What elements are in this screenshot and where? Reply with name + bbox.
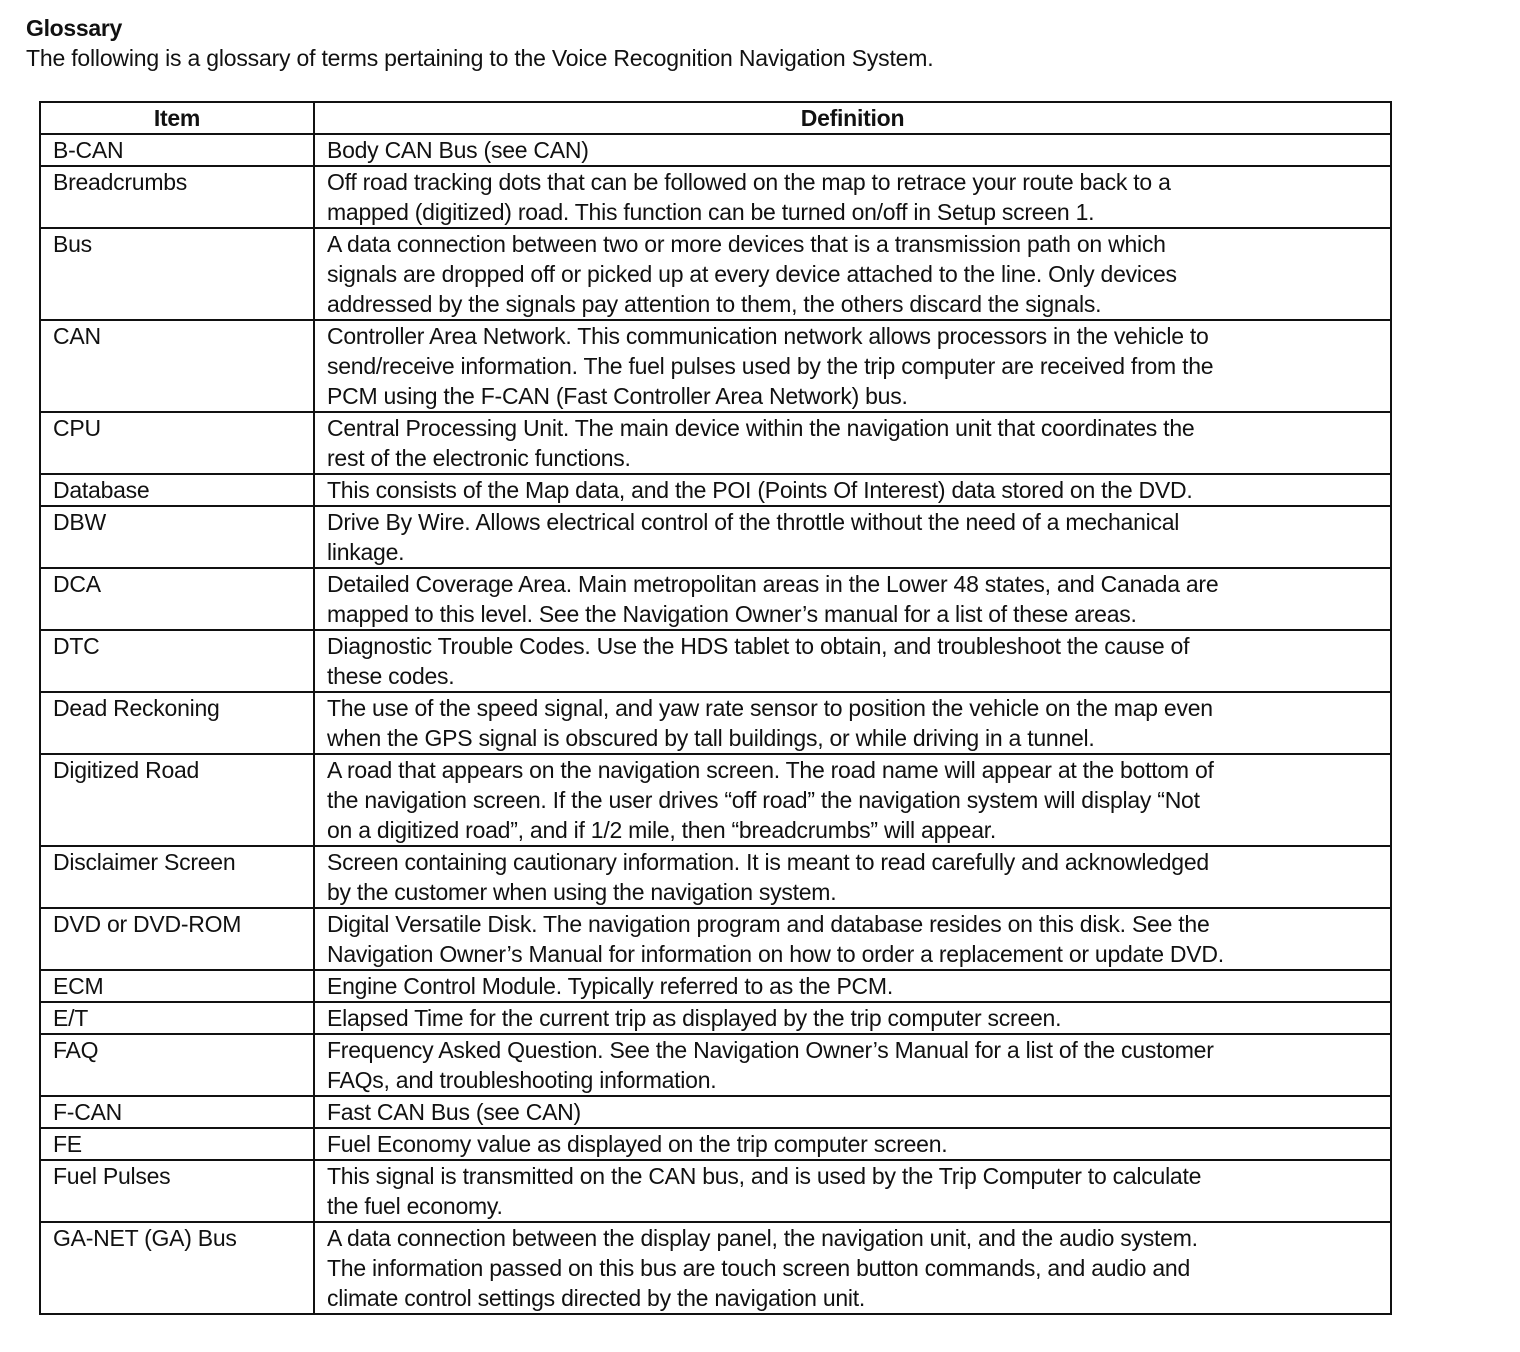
- definition-line: This signal is transmitted on the CAN bus, and is used by the Trip Computer to calculate: [327, 1163, 1202, 1189]
- glossary-definition: [314, 1222, 1391, 1314]
- glossary-term: F-CAN: [40, 1096, 314, 1128]
- glossary-definition: [314, 506, 1391, 568]
- glossary-definition: [314, 1096, 1391, 1128]
- definition-line: Drive By Wire. Allows electrical control of the throttle without the need of a mechanical: [327, 509, 1180, 535]
- definition-line: the navigation screen. If the user drives “off road” the navigation system will display “Not: [327, 787, 1200, 813]
- definition-line: send/receive information. The fuel pulses used by the trip computer are received from the: [327, 353, 1214, 379]
- glossary-term: DVD or DVD-ROM: [40, 908, 314, 970]
- glossary-definition: [314, 1128, 1391, 1160]
- definition-line: Body CAN Bus (see CAN): [327, 137, 589, 163]
- definition-line: Detailed Coverage Area. Main metropolitan areas in the Lower 48 states, and Canada are: [327, 571, 1219, 597]
- table-row: [40, 754, 1391, 846]
- glossary-definition: [314, 908, 1391, 970]
- table-row: [40, 412, 1391, 474]
- header-row: [40, 102, 1391, 134]
- table-row: [40, 1096, 1391, 1128]
- glossary-term: FAQ: [40, 1034, 314, 1096]
- definition-line: by the customer when using the navigation system.: [327, 879, 837, 905]
- column-header-definition: Definition: [314, 102, 1391, 134]
- definition-line: Fast CAN Bus (see CAN): [327, 1099, 581, 1125]
- glossary-definition: [314, 412, 1391, 474]
- definition-line: The information passed on this bus are touch screen button commands, and audio and: [327, 1255, 1190, 1281]
- glossary-term: DTC: [40, 630, 314, 692]
- table-row: [40, 320, 1391, 412]
- page-title: Glossary: [26, 15, 123, 41]
- table-row: [40, 1128, 1391, 1160]
- definition-line: The use of the speed signal, and yaw rate sensor to position the vehicle on the map even: [327, 695, 1213, 721]
- glossary-term: GA-NET (GA) Bus: [40, 1222, 314, 1314]
- glossary-term: CPU: [40, 412, 314, 474]
- definition-line: when the GPS signal is obscured by tall buildings, or while driving in a tunnel.: [327, 725, 1095, 751]
- glossary-definition: [314, 1034, 1391, 1096]
- glossary-table: [39, 101, 1392, 1315]
- glossary-term: ECM: [40, 970, 314, 1002]
- table-row: [40, 1160, 1391, 1222]
- glossary-term: Digitized Road: [40, 754, 314, 846]
- glossary-definition: [314, 630, 1391, 692]
- table-row: [40, 692, 1391, 754]
- definition-line: This consists of the Map data, and the POI (Points Of Interest) data stored on the DVD.: [327, 477, 1193, 503]
- glossary-term: Fuel Pulses: [40, 1160, 314, 1222]
- definition-line: linkage.: [327, 539, 405, 565]
- table-row: [40, 908, 1391, 970]
- table-row: [40, 568, 1391, 630]
- glossary-definition: [314, 692, 1391, 754]
- definition-line: Frequency Asked Question. See the Navigation Owner’s Manual for a list of the customer: [327, 1037, 1214, 1063]
- glossary-definition: [314, 568, 1391, 630]
- glossary-definition: [314, 846, 1391, 908]
- glossary-definition: [314, 1160, 1391, 1222]
- table-row: [40, 1222, 1391, 1314]
- glossary-table-body: [40, 134, 1391, 1314]
- table-row: [40, 474, 1391, 506]
- table-row: [40, 1034, 1391, 1096]
- definition-line: climate control settings directed by the navigation unit.: [327, 1285, 866, 1311]
- definition-line: Fuel Economy value as displayed on the trip computer screen.: [327, 1131, 948, 1157]
- table-row: [40, 846, 1391, 908]
- glossary-term: Disclaimer Screen: [40, 846, 314, 908]
- definition-line: Controller Area Network. This communication network allows processors in the vehicle to: [327, 323, 1209, 349]
- glossary-term: Bus: [40, 228, 314, 320]
- table-row: [40, 506, 1391, 568]
- definition-line: PCM using the F-CAN (Fast Controller Area Network) bus.: [327, 383, 908, 409]
- definition-line: Elapsed Time for the current trip as displayed by the trip computer screen.: [327, 1005, 1062, 1031]
- glossary-definition: [314, 228, 1391, 320]
- definition-line: signals are dropped off or picked up at every device attached to the line. Only devices: [327, 261, 1177, 287]
- definition-line: mapped (digitized) road. This function can be turned on/off in Setup screen 1.: [327, 199, 1095, 225]
- glossary-term: E/T: [40, 1002, 314, 1034]
- glossary-term: DCA: [40, 568, 314, 630]
- glossary-definition: [314, 474, 1391, 506]
- definition-line: addressed by the signals pay attention to them, the others discard the signals.: [327, 291, 1102, 317]
- definition-line: A data connection between two or more devices that is a transmission path on which: [327, 231, 1166, 257]
- glossary-definition: [314, 320, 1391, 412]
- intro-text: The following is a glossary of terms pertaining to the Voice Recognition Navigation System.: [26, 45, 934, 71]
- table-row: [40, 970, 1391, 1002]
- table-row: [40, 1002, 1391, 1034]
- definition-line: the fuel economy.: [327, 1193, 503, 1219]
- definition-line: mapped to this level. See the Navigation Owner’s manual for a list of these areas.: [327, 601, 1137, 627]
- glossary-term: DBW: [40, 506, 314, 568]
- definition-line: A data connection between the display panel, the navigation unit, and the audio system.: [327, 1225, 1198, 1251]
- glossary-term: Database: [40, 474, 314, 506]
- glossary-definition: [314, 970, 1391, 1002]
- definition-line: Engine Control Module. Typically referred to as the PCM.: [327, 973, 893, 999]
- glossary-definition: [314, 1002, 1391, 1034]
- glossary-term: B-CAN: [40, 134, 314, 166]
- definition-line: A road that appears on the navigation screen. The road name will appear at the bottom of: [327, 757, 1214, 783]
- definition-line: Digital Versatile Disk. The navigation program and database resides on this disk. See the: [327, 911, 1210, 937]
- definition-line: Off road tracking dots that can be followed on the map to retrace your route back to a: [327, 169, 1171, 195]
- definition-line: rest of the electronic functions.: [327, 445, 631, 471]
- definition-line: Diagnostic Trouble Codes. Use the HDS tablet to obtain, and troubleshoot the cause of: [327, 633, 1190, 659]
- glossary-term: Dead Reckoning: [40, 692, 314, 754]
- table-row: [40, 166, 1391, 228]
- definition-line: Central Processing Unit. The main device within the navigation unit that coordinates the: [327, 415, 1195, 441]
- definition-line: FAQs, and troubleshooting information.: [327, 1067, 717, 1093]
- definition-line: on a digitized road”, and if 1/2 mile, then “breadcrumbs” will appear.: [327, 817, 997, 843]
- glossary-table-header: [40, 102, 1391, 134]
- glossary-definition: [314, 166, 1391, 228]
- column-header-item: Item: [40, 102, 314, 134]
- definition-line: these codes.: [327, 663, 455, 689]
- table-row: [40, 228, 1391, 320]
- glossary-term: Breadcrumbs: [40, 166, 314, 228]
- glossary-definition: [314, 134, 1391, 166]
- glossary-term: FE: [40, 1128, 314, 1160]
- glossary-definition: [314, 754, 1391, 846]
- definition-line: Navigation Owner’s Manual for information on how to order a replacement or update DVD.: [327, 941, 1224, 967]
- table-row: [40, 134, 1391, 166]
- table-row: [40, 630, 1391, 692]
- definition-line: Screen containing cautionary information. It is meant to read carefully and acknowledged: [327, 849, 1209, 875]
- glossary-term: CAN: [40, 320, 314, 412]
